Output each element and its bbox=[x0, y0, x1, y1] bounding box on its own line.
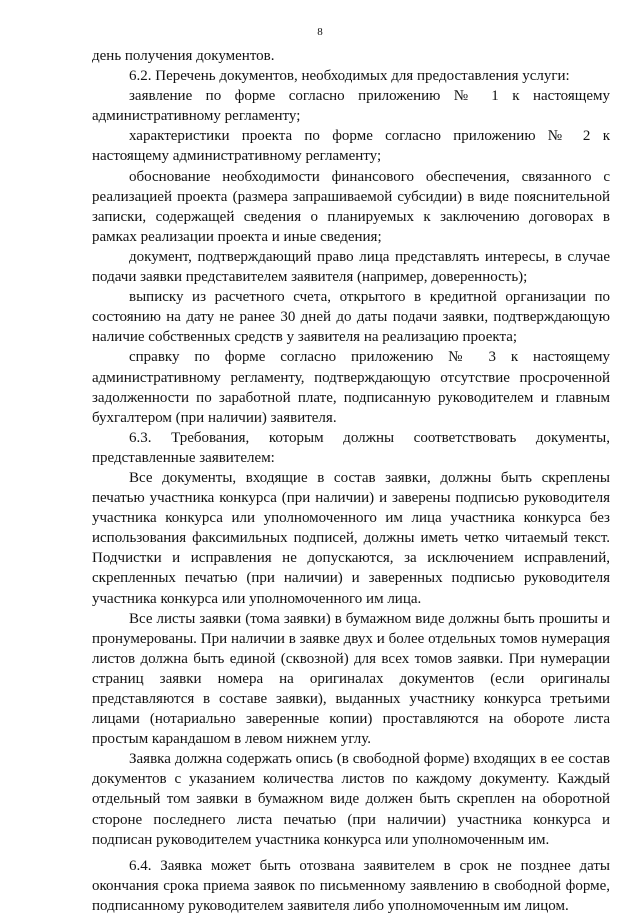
list-item-bank-statement: выписку из расчетного счета, открытого в кредитной организации по состоянию на дату не ранее 30 дней до даты подачи заявки, подтверждающую наличие собственных средств у заявителя на реализацию проекта; bbox=[92, 289, 610, 346]
list-item-justification: обоснование необходимости финансового обеспечения, связанного с реализацией проекта (размера запрашиваемой субсидии) в виде пояснительной записки, содержащей сведения о планируемых к заключению договорах в рамках реализации проекта и иные сведения; bbox=[92, 168, 610, 245]
section-6-2-heading: 6.2. Перечень документов, необходимых для предоставления услуги: bbox=[129, 68, 570, 85]
list-item-application: заявление по форме согласно приложению № 1 к настоящему административному регламенту; bbox=[92, 88, 610, 125]
list-item-salary-certificate: справку по форме согласно приложению № 3 к настоящему административному регламенту, подтверждающую отсутствие просроченной задолженности по заработной плате, подписанную руководителем и главным бухгалтером (при наличии) заявителя. bbox=[92, 349, 610, 426]
paragraph-inventory: Заявка должна содержать опись (в свободной форме) входящих в ее состав документов с указанием количества листов по каждому документу. Каждый отдельный том заявки в бумажном виде должен быть скреплен на оборотной стороне последнего листа печатью (при наличии) участника конкурса и подписан руководителем участника конкурса или уполномоченным им. bbox=[92, 751, 610, 848]
page-number: 8 bbox=[317, 26, 323, 38]
list-item-project-characteristics: характеристики проекта по форме согласно приложению № 2 к настоящему административному регламенту; bbox=[92, 128, 610, 165]
section-6-3-heading: 6.3. Требования, которым должны соответствовать документы, представленные заявителем: bbox=[92, 429, 610, 466]
section-6-4-paragraph: 6.4. Заявка может быть отозвана заявителем в срок не позднее даты окончания срока приема заявок по письменному заявлению в свободной форме, подписанному руководителем заявителя либо уполномоченным им лицом. bbox=[92, 857, 610, 914]
document-body bbox=[92, 46, 610, 916]
paragraph-document-seals: Все документы, входящие в состав заявки, должны быть скреплены печатью участника конкурса (при наличии) и заверены подписью руководителя участника конкурса или уполномоченного им лица участника конкурса без использования факсимильных подписей, должны иметь четко читаемый текст. Подчистки и исправления не допускаются, за исключением исправлений, скрепленных печатью (при наличии) и заверенных подписью руководителя участника конкурса или уполномоченного им лица. bbox=[92, 469, 610, 607]
paragraph-continuation: день получения документов. bbox=[92, 48, 275, 64]
list-item-authority-document: документ, подтверждающий право лица представлять интересы, в случае подачи заявки представителем заявителя (например, доверенность); bbox=[92, 248, 610, 286]
paragraph-binding-numbering: Все листы заявки (тома заявки) в бумажном виде должны быть прошиты и пронумерованы. При наличии в заявке двух и более отдельных томов нумерация листов должна быть единой (сквозной) для всех томов заявки. При нумерации страниц заявки номера на оригиналах документов (если оригиналы представляются в составе заявки), выданных участнику конкурса третьими лицами (нотариально заверенные копии) проставляются на обороте листа простым карандашом в левом нижнем углу. bbox=[92, 610, 610, 748]
